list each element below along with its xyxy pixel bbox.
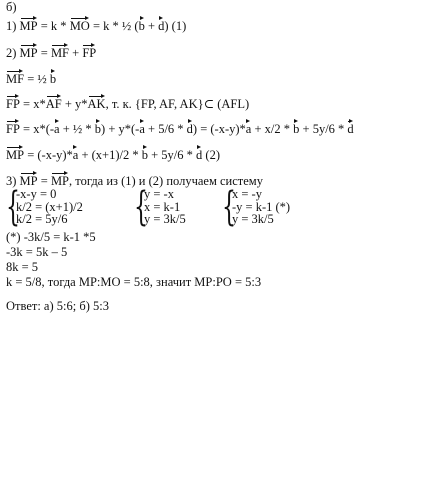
equation-2 (6, 46, 96, 61)
eqmp-text: + 5y/6 * (148, 148, 197, 162)
eqfpx-text: = x*(- (19, 122, 55, 136)
vector-af: AF (45, 97, 62, 111)
eq2-text: = (37, 46, 51, 60)
eqmp-text: = (-x-y)* (24, 148, 73, 162)
vector-fp: FP (6, 97, 20, 111)
eqmp-text: (2) (202, 148, 220, 162)
step-multiply: (*) -3k/5 = k-1 *5 (6, 230, 96, 244)
system-2-row: y = -x (144, 187, 174, 201)
eq1-text: 1) (6, 19, 20, 33)
eqfpx-text: + 5/6 * (144, 122, 187, 136)
vector-b: b (94, 122, 102, 136)
vector-fp: FP (6, 122, 20, 136)
vector-d: d (158, 19, 165, 33)
vector-d: d (347, 122, 354, 136)
eq1-text: = k * (37, 19, 70, 33)
eqfpx-text: + ½ * (59, 122, 95, 136)
vector-mp: MP (19, 174, 38, 188)
system-1-row: k/2 = 5y/6 (16, 212, 68, 226)
system-3-row: -y = k-1 (*) (232, 199, 291, 214)
vector-d: d (186, 122, 193, 136)
vector-mp: MP (19, 19, 38, 33)
system-2-row: y = 3k/5 (144, 212, 186, 226)
vector-a: a (72, 148, 79, 162)
vector-b: b (141, 148, 148, 162)
eq2-text: 2) (6, 46, 20, 60)
vector-b: b (138, 19, 145, 33)
vector-mp: MP (50, 174, 70, 188)
answer: Ответ: а) 5:6; б) 5:3 (6, 299, 109, 313)
step-simplify: -3k = 5k – 5 (6, 245, 68, 259)
eq2-text: + (69, 46, 83, 60)
vector-ak: AK (87, 97, 106, 111)
eq1-text: + (144, 19, 159, 33)
eq3-text: 3) (6, 174, 20, 188)
step-conclusion: k = 5/8, тогда MP:MO = 5:8, значит MP:PO = 5:3 (6, 275, 262, 289)
system-1-row: k/2 = (x+1)/2 (16, 199, 83, 214)
part-heading: б) (6, 0, 17, 14)
eq1-text: = k * ½ ( (89, 19, 139, 33)
vector-fp: FP (82, 46, 97, 60)
vector-b: b (49, 72, 57, 86)
vector-a: a (54, 122, 60, 136)
vector-mf: MF (50, 46, 70, 60)
system-3-row: y = 3k/5 (232, 212, 274, 226)
system-2-row: x = k-1 (144, 199, 181, 214)
vector-mo: MO (69, 19, 90, 33)
eqfpx-text: ) + y*(- (101, 122, 140, 136)
vector-d: d (196, 148, 203, 162)
equation-1 (6, 19, 186, 34)
eqfpx-text: ) = (-x-y)* (192, 122, 246, 136)
eq3-text: , тогда из (1) и (2) получаем систему (69, 174, 263, 188)
eqfp-text: + y* (61, 97, 88, 111)
eq3-text: = (37, 174, 51, 188)
vector-mf: MF (6, 72, 25, 86)
equation-mp-result (6, 148, 220, 163)
brace-glyph: { (6, 184, 20, 230)
eqmp-text: + (x+1)/2 * (78, 148, 142, 162)
system-1-row: -x-y = 0 (16, 187, 57, 201)
equation-fp (6, 97, 249, 112)
vector-mp: MP (19, 46, 38, 60)
step-8k: 8k = 5 (6, 260, 39, 274)
vector-b: b (293, 122, 300, 136)
eqmf-text: = ½ (24, 72, 50, 86)
equation-mf (6, 72, 56, 87)
system-3-row: x = -y (232, 187, 262, 201)
vector-mp: MP (6, 148, 25, 162)
brace-glyph: { (134, 184, 148, 230)
eqfp-text: = x* (19, 97, 46, 111)
eq1-text: ) (1) (164, 19, 187, 33)
equation-fp-expanded (6, 122, 354, 137)
eqfp-text: , т. к. {FP, AF, AK}⊂ (AFL) (105, 97, 250, 111)
eqfpx-text: + 5y/6 * (299, 122, 348, 136)
brace-glyph: { (222, 184, 236, 230)
eqfpx-text: + x/2 * (251, 122, 294, 136)
vector-a: a (245, 122, 252, 136)
vector-a: a (139, 122, 145, 136)
